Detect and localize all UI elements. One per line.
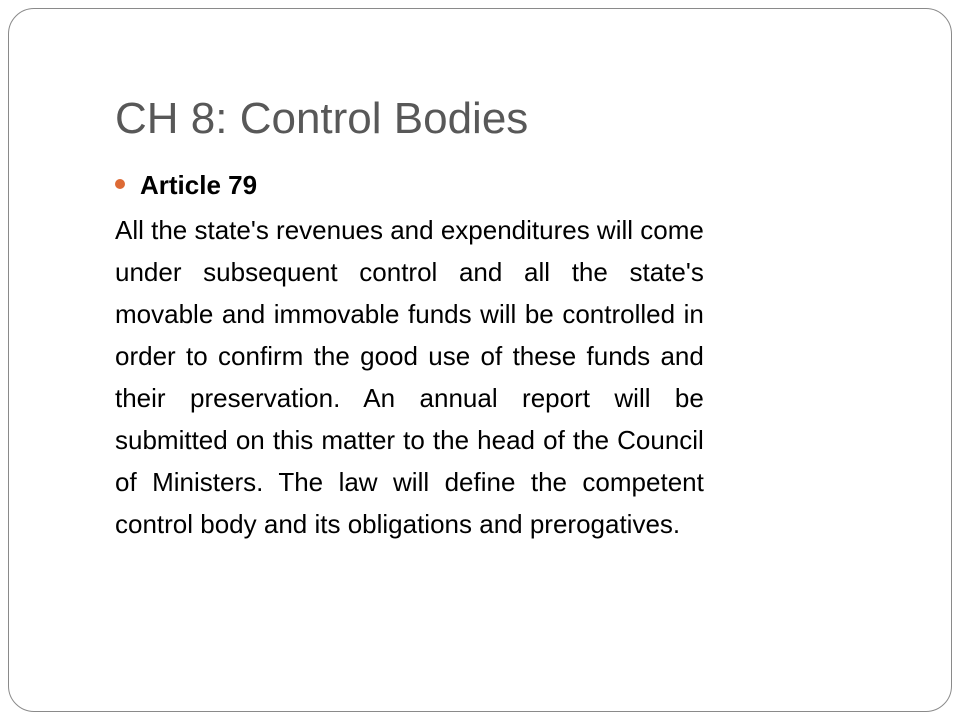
article-body-line: All the state's revenues and expenditures will come <box>115 215 704 245</box>
article-body-line: of Ministers. The law will define the competent <box>115 467 704 497</box>
article-body-line: their preservation. An annual report will be <box>115 383 704 413</box>
article-body-line: movable and immovable funds will be controlled in <box>115 299 704 329</box>
article-heading: Article 79 <box>140 170 258 200</box>
article-body <box>115 209 704 545</box>
article-body-line: under subsequent control and all the state's <box>115 257 704 287</box>
slide-frame <box>8 8 952 712</box>
article-body-line: control body and its obligations and prerogatives. <box>115 509 681 539</box>
slide-title: CH 8: Control Bodies <box>115 94 529 143</box>
article-body-line: submitted on this matter to the head of the Council <box>115 425 704 455</box>
bullet-dot-icon <box>115 179 125 189</box>
article-body-line: order to confirm the good use of these funds and <box>115 341 704 371</box>
